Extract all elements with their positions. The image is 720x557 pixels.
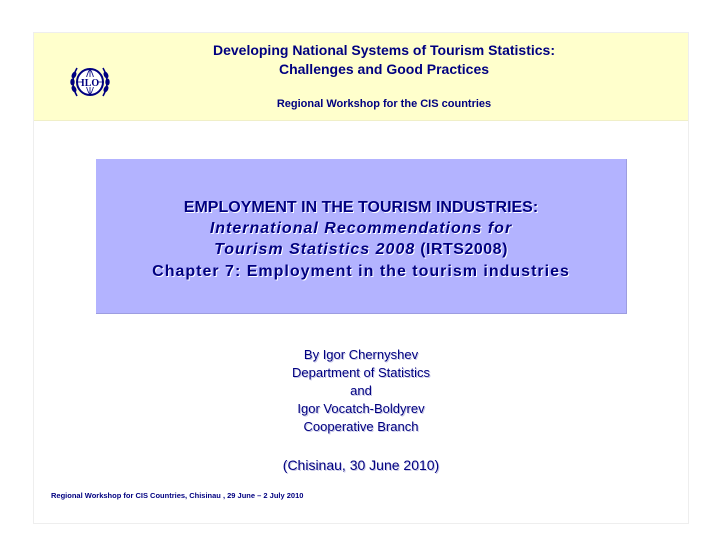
author-line4: Igor Vocatch-Boldyrev — [297, 401, 425, 416]
header-title-line2: Challenges and Good Practices — [278, 61, 490, 77]
header-subtitle: Regional Workshop for the CIS countries — [276, 98, 492, 110]
place-date: (Chisinau, 30 June 2010) — [282, 457, 440, 473]
title-line3-rest: (IRTS2008) — [415, 241, 508, 258]
header-band — [34, 33, 688, 121]
slide — [33, 32, 689, 524]
logo-lettering: ILO — [80, 78, 100, 89]
author-line5: Cooperative Branch — [303, 419, 419, 434]
title-line3-italic: Tourism Statistics 2008 — [214, 241, 416, 258]
footer-text: Regional Workshop for CIS Countries, Chisinau , 29 June – 2 July 2010 — [51, 491, 304, 500]
title-line3 — [96, 241, 626, 259]
title-box — [96, 159, 627, 314]
author-line2: Department of Statistics — [292, 365, 430, 380]
title-line4: Chapter 7: Employment in the tourism industries — [152, 263, 570, 280]
title-line2: International Recommendations for — [209, 220, 513, 237]
author-line3: and — [350, 383, 372, 398]
title-line1: EMPLOYMENT IN THE TOURISM INDUSTRIES: — [183, 199, 539, 216]
header-title-line1: Developing National Systems of Tourism Statistics: — [212, 42, 556, 58]
author-line1: By Igor Chernyshev — [303, 347, 419, 362]
